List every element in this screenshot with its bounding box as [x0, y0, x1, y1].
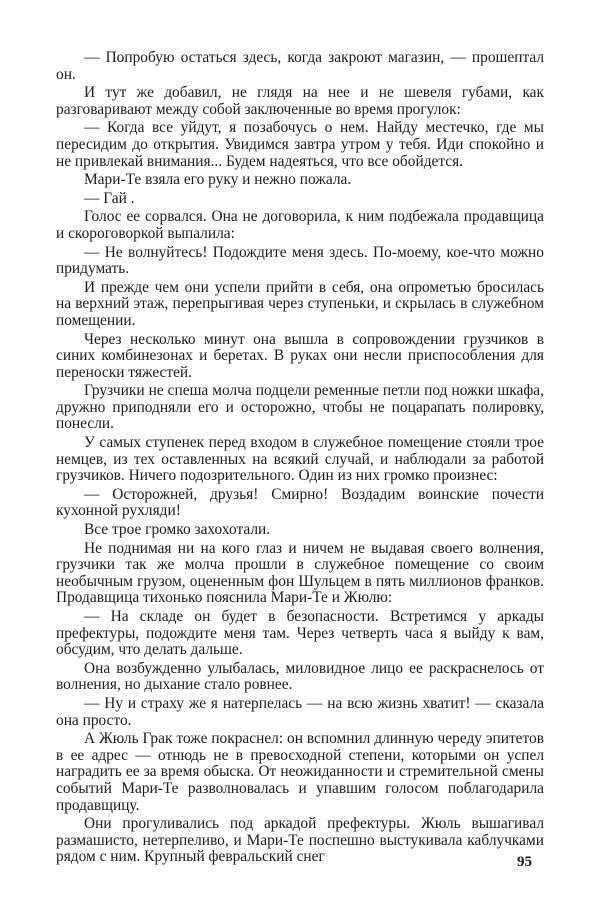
paragraph: — Попробую остаться здесь, когда закроют магазин, — прошептал он.	[56, 49, 544, 83]
paragraph: Через несколько минут она вышла в сопровождении грузчиков в синих комбинезонах и беретах. В руках они несли приспособления для переноски тяжестей.	[56, 330, 544, 381]
page-number: 95	[517, 854, 532, 870]
paragraph: У самых ступенек перед входом в служебное помещение стояли трое немцев, из тех оставленных на всякий случай, и наблюдали за работой грузчиков. Ничего подозрительного. Один из них громко произнес:	[56, 434, 544, 485]
paragraph: — Осторожней, друзья! Смирно! Воздадим воинские почести кухонной рухляди!	[56, 485, 544, 520]
paragraph: А Жюль Грак тоже покраснел: он вспомнил длинную череду эпитетов в ее адрес — отнюдь не в превосходной степени, которыми он успел наградить ее за время обыска. От неожиданности и стремительной смены событий Мари-Те разволновалась и упавшим голосом поблагодарила продавщицу.	[56, 730, 544, 814]
paragraph: — На складе он будет в безопасности. Встретимся у аркады префектуры, подождите меня там. Через четверть часа я выйду к вам, обсудим, что делать дальше.	[56, 608, 544, 659]
paragraph: Грузчики не спеша молча подцели ременные петли под ножки шкафа, дружно приподняли его и осторожно, чтобы не поцарапать полировку, понесли.	[56, 382, 544, 433]
paragraph: — Не волнуйтесь! Подождите меня здесь. По-моему, кое-что можно придумать.	[56, 243, 544, 278]
paragraph: — Ну и страху же я натерпелась — на всю жизнь хватит! — сказала она просто.	[56, 694, 544, 729]
paragraph: Они прогуливались под аркадой префектуры. Жюль вышагивал размашисто, нетерпеливо, и Мари-Те поспешно выстукивала каблучками рядом с ним. Крупный февральский снег	[56, 815, 544, 866]
paragraph: — Гай .	[84, 189, 135, 207]
paragraph: — Когда все уйдут, я позабочусь о нем. Найду местечко, где мы пересидим до открытия. Увидимся завтра утром у тебя. Иди спокойно и не привлекай внимания... Будем надеяться, что все обойдется.	[56, 119, 544, 170]
paragraph: Она возбужденно улыбалась, миловидное лицо ее раскраснелось от волнения, но дыхание стало ровнее.	[56, 659, 544, 694]
paragraph: И прежде чем они успели прийти в себя, она опрометью бросилась на верхний этаж, перепрыгивая через ступеньки, и скрылась в служебном помещении.	[56, 278, 544, 329]
paragraph: Мари-Те взяла его руку и нежно пожала.	[84, 171, 352, 189]
paragraph: Голос ее сорвался. Она не договорила, к ним подбежала продавщица и скороговоркой выпалила:	[56, 208, 544, 242]
paragraph: И тут же добавил, не глядя на нее и не шевеля губами, как разговаривают между собой заключенные во время прогулок:	[56, 84, 544, 118]
page-text	[56, 50, 544, 868]
paragraph: Все трое громко захохотали.	[84, 521, 271, 539]
paragraph: Не поднимая ни на кого глаз и ничем не выдавая своего волнения, грузчики так же молча прошли в служебное помещение со своим необычным грузом, оцененным фон Шульцем в пять миллионов франков. Продавщица тихонько пояснила Мари-Те и Жюлю:	[56, 539, 544, 607]
